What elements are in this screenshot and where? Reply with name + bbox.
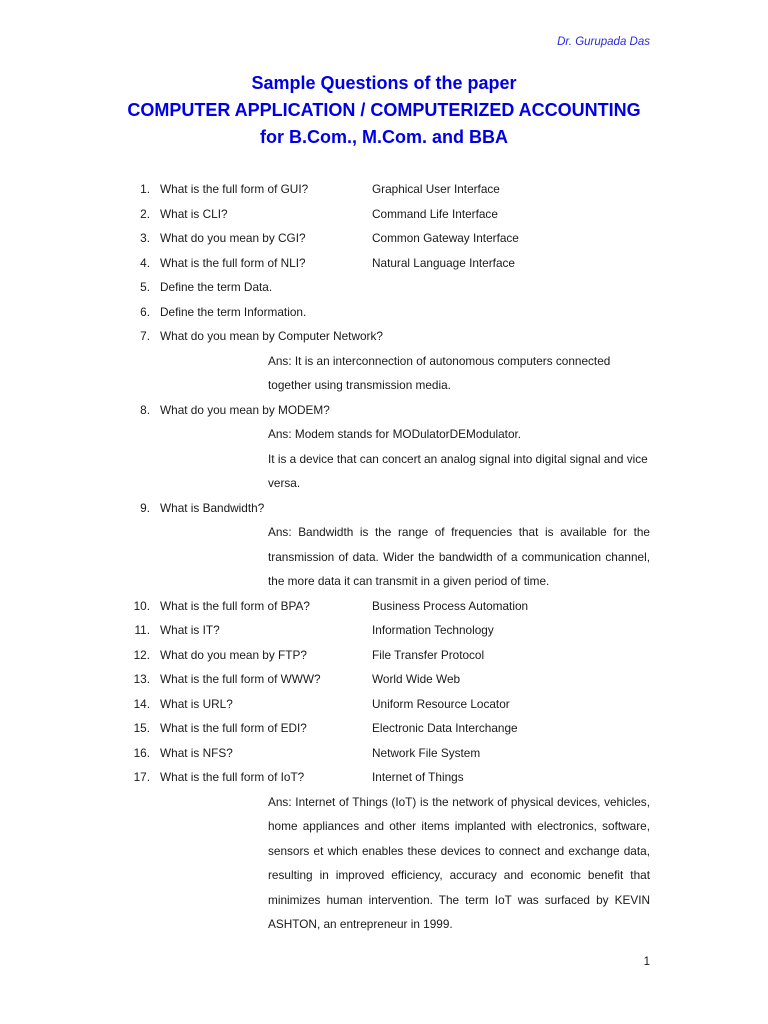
- short-answer: Internet of Things: [372, 770, 464, 784]
- answer-text: Ans: Internet of Things (IoT) is the network of physical devices, vehicles, home appliances and other items implanted with electronics, software, sensors et which enables these devices to connect and exchange data, resulting in improved efficiency, accuracy and economic benefit that minimizes human intervention. The term IoT was surfaced by KEVIN ASHTON, an entrepreneur in 1999.: [268, 794, 650, 931]
- short-answer: Electronic Data Interchange: [372, 721, 518, 735]
- question-number: 2.: [140, 206, 150, 221]
- question-text: What do you mean by MODEM?: [160, 402, 330, 417]
- page-number: 1: [643, 956, 650, 968]
- question-number: 6.: [140, 304, 150, 319]
- question-text: What is the full form of BPA?: [160, 598, 310, 613]
- answer-text: It is a device that can concert an analog signal into digital signal and vice versa.: [268, 451, 648, 490]
- answer-block: [268, 790, 650, 937]
- question-number: 17.: [133, 770, 150, 784]
- question-number: 9.: [140, 500, 150, 515]
- question-item: [0, 594, 768, 619]
- question-item: [0, 643, 768, 668]
- short-answer: Information Technology: [372, 623, 494, 637]
- answer-block: [268, 520, 650, 594]
- question-number: 3.: [140, 231, 150, 245]
- question-item: [0, 324, 768, 349]
- question-number: 10.: [133, 598, 150, 613]
- question-text: Define the term Information.: [160, 304, 307, 319]
- question-number: 7.: [140, 329, 150, 343]
- question-item: [0, 496, 768, 521]
- question-number: 1.: [140, 182, 150, 196]
- short-answer: World Wide Web: [372, 672, 461, 686]
- question-text: What do you mean by FTP?: [160, 647, 307, 662]
- question-item: [0, 765, 768, 790]
- question-item: [0, 177, 768, 202]
- question-item: [0, 398, 768, 423]
- question-item: [0, 618, 768, 643]
- title-line-1: Sample Questions of the paper: [251, 73, 517, 93]
- question-number: 13.: [133, 672, 150, 686]
- question-item: [0, 692, 768, 717]
- question-number: 12.: [133, 647, 150, 662]
- question-text: What is the full form of WWW?: [160, 672, 321, 686]
- question-text: Define the term Data.: [160, 280, 273, 294]
- short-answer: Network File System: [372, 745, 481, 760]
- question-text: What is the full form of IoT?: [160, 770, 305, 784]
- question-text: What is the full form of NLI?: [160, 255, 306, 270]
- document-title: [0, 70, 768, 151]
- short-answer: Common Gateway Interface: [372, 231, 519, 245]
- question-item: [0, 300, 768, 325]
- short-answer: Command Life Interface: [372, 206, 498, 221]
- question-number: 11.: [134, 623, 150, 637]
- question-text: What is the full form of GUI?: [160, 182, 309, 196]
- question-text: What is the full form of EDI?: [160, 721, 307, 735]
- question-item: [0, 275, 768, 300]
- question-number: 16.: [133, 745, 150, 760]
- short-answer: Natural Language Interface: [372, 255, 515, 270]
- question-text: What is URL?: [160, 696, 233, 711]
- question-item: [0, 226, 768, 251]
- answer-text: Ans: It is an interconnection of autonomous computers connected together using transmission media.: [268, 353, 611, 392]
- answer-block: [268, 349, 650, 398]
- question-list: [0, 177, 768, 937]
- question-item: [0, 741, 768, 766]
- question-text: What do you mean by CGI?: [160, 231, 306, 245]
- question-number: 15.: [133, 721, 150, 735]
- question-number: 8.: [140, 402, 150, 417]
- answer-text: Ans: Bandwidth is the range of frequencies that is available for the transmission of data. Wider the bandwidth of a communication channel, the more data it can transmit in a given period of time.: [268, 525, 650, 588]
- title-line-2: COMPUTER APPLICATION / COMPUTERIZED ACCOUNTING: [127, 100, 641, 120]
- question-text: What is NFS?: [160, 745, 233, 760]
- question-text: What do you mean by Computer Network?: [160, 329, 383, 343]
- question-number: 14.: [133, 696, 150, 711]
- question-text: What is Bandwidth?: [160, 500, 265, 515]
- short-answer: Uniform Resource Locator: [372, 696, 510, 711]
- question-item: [0, 667, 768, 692]
- short-answer: Graphical User Interface: [372, 182, 500, 196]
- question-number: 4.: [140, 255, 150, 270]
- question-text: What is IT?: [160, 623, 220, 637]
- question-item: [0, 251, 768, 276]
- question-text: What is CLI?: [160, 206, 228, 221]
- question-number: 5.: [140, 280, 150, 294]
- page-header-author: Dr. Gurupada Das: [557, 36, 650, 48]
- short-answer: Business Process Automation: [372, 598, 529, 613]
- question-item: [0, 202, 768, 227]
- title-line-3: for B.Com., M.Com. and BBA: [260, 127, 508, 147]
- short-answer: File Transfer Protocol: [372, 647, 485, 662]
- answer-text: Ans: Modem stands for MODulatorDEModulator.: [268, 427, 522, 441]
- question-item: [0, 716, 768, 741]
- answer-block: [268, 422, 650, 496]
